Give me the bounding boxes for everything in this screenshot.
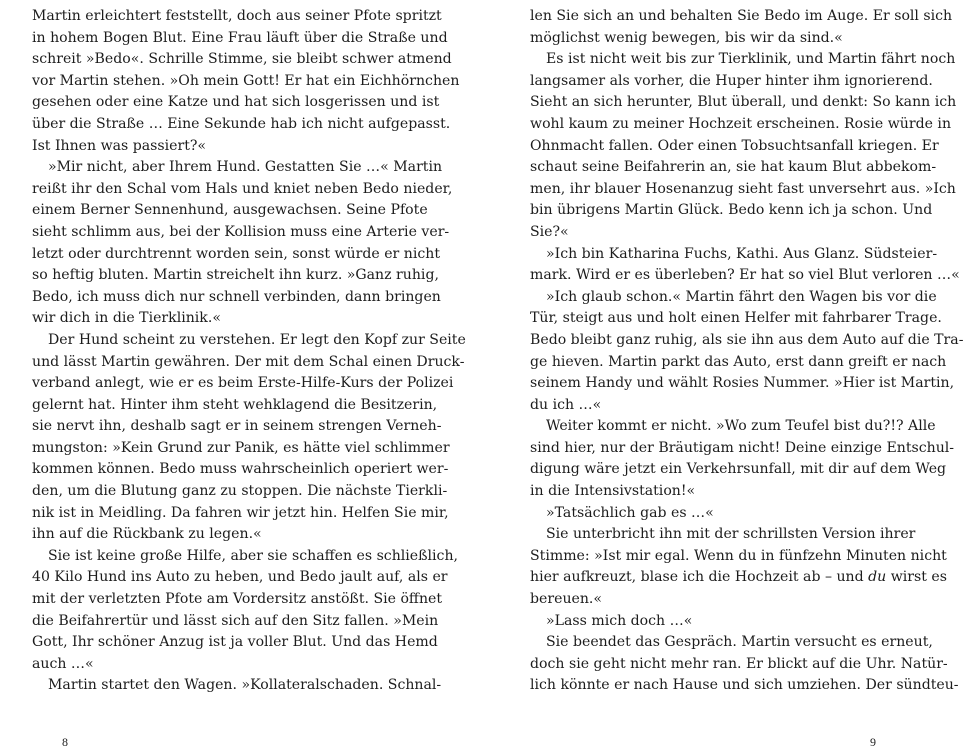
text-line: schreit »Bedo«. Schrille Stimme, sie bleibt schwer atmend: [32, 51, 452, 68]
text-line: in hohem Bogen Blut. Eine Frau läuft über die Straße und: [32, 29, 448, 46]
text-line: so heftig bluten. Martin streichelt ihn kurz. »Ganz ruhig,: [32, 267, 439, 284]
text-line: Sie beendet das Gespräch. Martin versucht es erneut,: [546, 634, 933, 651]
right-page-text: [530, 6, 963, 697]
text-line: »Lass mich doch …«: [546, 612, 693, 629]
text-line: reißt ihr den Schal vom Hals und kniet neben Bedo nieder,: [32, 180, 453, 197]
text-line: sie nervt ihn, deshalb sagt er in seinem strengen Verneh-: [32, 418, 442, 435]
left-page-number: 8: [62, 735, 68, 749]
text-line: lich könnte er nach Hause und sich umziehen. Der sündteu-: [530, 677, 959, 694]
text-line: sind hier, nur der Bräutigam nicht! Deine einzige Entschul-: [530, 439, 955, 456]
text-line: Es ist nicht weit bis zur Tierklinik, und Martin fährt noch: [546, 51, 956, 68]
text-line: verband anlegt, wie er es beim Erste-Hilfe-Kurs der Polizei: [32, 375, 454, 392]
text-line: Sie unterbricht ihn mit der schrillsten Version ihrer: [546, 526, 916, 543]
text-line: Ist Ihnen was passiert?«: [32, 137, 207, 154]
text-line: digung wäre jetzt ein Verkehrsunfall, mit dir auf dem Weg: [530, 461, 947, 478]
text-line: Tür, steigt aus und holt einen Helfer mit fahrbarer Trage.: [530, 310, 942, 327]
text-line: Sie?«: [530, 223, 569, 240]
text-line: seinem Handy und wählt Rosies Nummer. »Hier ist Martin,: [530, 375, 955, 392]
text-line: »Tatsächlich gab es …«: [546, 504, 714, 521]
text-line: du ich …«: [530, 396, 602, 413]
text-line: und lässt Martin gewähren. Der mit dem Schal einen Druck-: [32, 353, 465, 370]
text-line: Bedo bleibt ganz ruhig, als sie ihn aus dem Auto auf die Tra-: [530, 331, 963, 348]
text-line: langsamer als vorher, die Huper hinter ihm ignorierend.: [530, 72, 933, 89]
text-line: Stimme: »Ist mir egal. Wenn du in fünfzehn Minuten nicht: [530, 547, 947, 564]
text-line: letzt oder durchtrennt worden sein, sonst würde er nicht: [32, 245, 440, 262]
right-page-number: 9: [870, 735, 876, 749]
text-line: Ohnmacht fallen. Oder einen Tobsuchtsanfall kriegen. Er: [530, 137, 939, 154]
text-line: ge hieven. Martin parkt das Auto, erst dann greift er nach: [530, 353, 947, 370]
text-line: len Sie sich an und behalten Sie Bedo im Auge. Er soll sich: [530, 8, 953, 24]
left-page-text: [32, 6, 466, 697]
text-line: bereuen.«: [530, 591, 603, 608]
text-line: möglichst wenig bewegen, bis wir da sind.«: [530, 29, 843, 46]
text-line: Der Hund scheint zu verstehen. Er legt den Kopf zur Seite: [48, 331, 466, 348]
text-line: »Ich glaub schon.« Martin fährt den Wagen bis vor die: [546, 288, 937, 305]
text-line: mark. Wird er es überleben? Er hat so viel Blut verloren …«: [530, 267, 960, 284]
text-line: die Beifahrertür und lässt sich auf den Sitz fallen. »Mein: [32, 612, 439, 629]
text-line: Martin erleichtert feststellt, doch aus seiner Pfote spritzt: [32, 8, 442, 24]
text-line: den, um die Blutung ganz zu stoppen. Die nächste Tierkli-: [32, 483, 448, 500]
text-line: sieht schlimm aus, bei der Kollision muss eine Arterie ver-: [32, 223, 450, 240]
text-line: vor Martin stehen. »Oh mein Gott! Er hat ein Eichhörnchen: [32, 72, 460, 89]
text-line: gesehen oder eine Katze und hat sich losgerissen und ist: [32, 94, 440, 111]
text-line: nik ist in Meidling. Da fahren wir jetzt hin. Helfen Sie mir,: [32, 504, 449, 521]
text-line: doch sie geht nicht mehr ran. Er blickt auf die Uhr. Natür-: [530, 655, 948, 672]
text-line: wohl kaum zu meiner Hochzeit erscheinen. Rosie würde in: [530, 115, 952, 132]
text-line: hier aufkreuzt, blase ich die Hochzeit ab – und du wirst es: [530, 569, 947, 586]
text-line: über die Straße … Eine Sekunde hab ich nicht aufgepasst.: [32, 115, 451, 132]
text-line: wir dich in die Tierklinik.«: [32, 310, 221, 327]
text-line: mit der verletzten Pfote am Vordersitz anstößt. Sie öffnet: [32, 591, 443, 608]
text-line: schaut seine Beifahrerin an, sie hat kaum Blut abbekom-: [530, 159, 937, 176]
text-line: Sieht an sich herunter, Blut überall, und denkt: So kann ich: [530, 94, 957, 111]
text-line: Bedo, ich muss dich nur schnell verbinden, dann bringen: [32, 288, 441, 305]
text-line: Sie ist keine große Hilfe, aber sie schaffen es schließlich,: [48, 547, 459, 564]
text-line: mungston: »Kein Grund zur Panik, es hätte viel schlimmer: [32, 439, 450, 456]
text-line: »Mir nicht, aber Ihrem Hund. Gestatten Sie …« Martin: [48, 159, 443, 176]
text-line: Weiter kommt er nicht. »Wo zum Teufel bist du?!? Alle: [546, 418, 936, 435]
text-line: in die Intensivstation!«: [530, 483, 696, 500]
text-line: kommen können. Bedo muss wahrscheinlich operiert wer-: [32, 461, 449, 478]
text-line: gelernt hat. Hinter ihm steht wehklagend die Besitzerin,: [32, 396, 438, 413]
text-line: Gott, Ihr schöner Anzug ist ja voller Blut. Und das Hemd: [32, 634, 438, 651]
text-line: auch …«: [32, 655, 94, 672]
text-line: »Ich bin Katharina Fuchs, Kathi. Aus Glanz. Südsteier-: [546, 245, 938, 262]
text-line: bin übrigens Martin Glück. Bedo kenn ich ja schon. Und: [530, 202, 933, 219]
text-line: ihn auf die Rückbank zu legen.«: [32, 526, 262, 543]
text-line: 40 Kilo Hund ins Auto zu heben, und Bedo jault auf, als er: [32, 569, 448, 586]
text-line: einem Berner Sennenhund, ausgewachsen. Seine Pfote: [32, 202, 428, 219]
text-line: Martin startet den Wagen. »Kollateralschaden. Schnal-: [48, 677, 442, 694]
text-line: men, ihr blauer Hosenanzug sieht fast unversehrt aus. »Ich: [530, 180, 956, 197]
